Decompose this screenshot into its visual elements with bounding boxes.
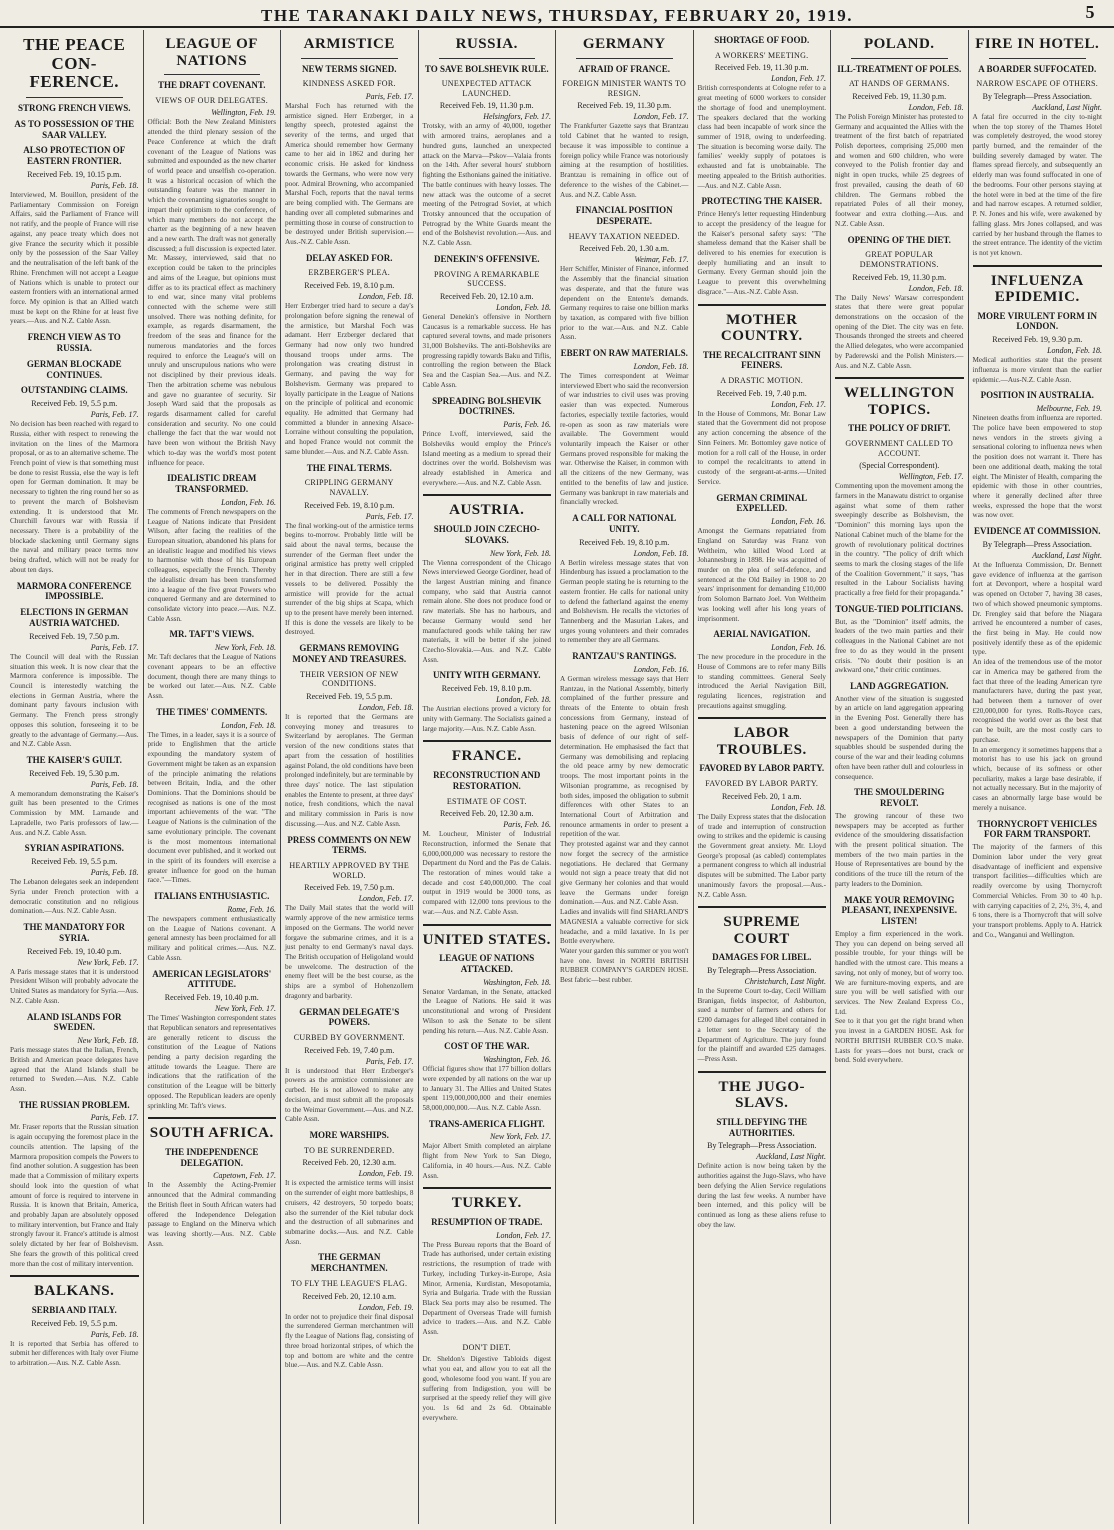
place-dateline: London, Feb. 18. [496,302,551,312]
article-text: The Times correspondent at Weimar interviewed Ebert who said the reconversion of war industries to civil uses was proving easier than was expected. Numerous factories, especially textile factories, would re-open as soon as raw materials were available. The Government would voluntarily impeach the Kaiser or other Germans proved responsible for making the war. Otherwise the Kaiser, in common with all the citizens of the new Germany, was entitled to the benefits of law and justice. Germany was bankrupt in raw materials and financially wrecked. [560,371,689,507]
article-text: Official figures show that 177 billion dollars were expended by all nations on the war up to January 31. The Allies and United States spent 119,000,000,000 and their enemies 58,000,000,000.—Aus. N.Z. Cable Assn. [422,1065,551,1112]
divider [851,58,948,59]
place-dateline: London, Feb. 19. [358,1302,414,1312]
masthead [0,0,1114,28]
divider [423,924,552,926]
sub-heading: PROTECTING THE KAISER. [701,196,823,207]
sub-heading: RECONSTRUCTION AND RESTORATION. [433,769,541,791]
article-text: Major Albert Smith completed an airplane flight from New York to San Diego, California, in 40 hours.—Aus. N.Z. Cable Assn. [422,1142,551,1180]
sub-heading: AMERICAN LEGISLATORS' ATTITUDE. [152,968,272,990]
sub-heading: MORE VIRULENT FORM IN LONDON. [977,310,1097,332]
column-1 [6,30,144,1524]
sub-heading-minor: FOREIGN MINISTER WANTS TO RESIGN. [562,79,687,98]
article-text: A Berlin wireless message states that von Hindenburg has issued a proclamation to the German people stating he is returning to the eastern frontier. He calls for national unity to defend the fatherland against the enemy and Bolshevism. He recalls the victories of Tannenberg and the Masurian Lakes, and urges young volunteers and their comrades to remember they are all Germans. [560,558,689,645]
section-heading: SUPREME COURT [723,914,801,947]
article-text: The comments of French newspapers on the League of Nations indicate that President Wilson, after facing the realities of the European situation, abandoned his plans for an idealistic league and modified his views to harmonise with those of his European colleagues, especially the French. Thereby the idealistic dream has been transformed into a league of the five great Powers who conquered Germany and are determined to consolidate victory into peace.—Aus. N.Z. Cable Assn. [147,507,276,623]
sub-heading: THE TIMES' COMMENTS. [156,706,268,717]
place-dateline: Auckland, Last Night. [1032,550,1102,560]
sub-heading: MAKE YOUR REMOVING PLEASANT, INEXPENSIVE. LISTEN! [841,894,958,927]
sub-heading: AERIAL NAVIGATION. [713,629,811,640]
article-text: See to it that you get the right brand when you invest in a GARDEN HOSE. Ask for NORTH BRITISH RUBBER CO.'S make. Lasts for years—does not burst, crack or bend. Sold everywhere. [835,1017,964,1065]
place-dateline: London, Feb. 18. [221,720,276,730]
sub-heading: LAND AGGREGATION. [850,680,949,691]
place-dateline: Paris, Feb. 16. [503,420,551,430]
place-dateline: Rome, Feb. 16. [227,904,276,914]
section-heading: RUSSIA. [455,36,518,52]
sub-heading: THE MANDATORY FOR SYRIA. [23,922,126,943]
place-dateline: London, Feb. 18. [908,102,964,112]
divider [423,494,552,496]
place-dateline: New York, Feb. 18. [489,548,551,558]
article-text: The Daily Express states that the dislocation of trade and interruption of construction owing to strikes and the epidemic is causing the Government great anxiety. Mr. Lloyd George's proposal (as cabled) contemplates a permanent congress to which all industrial disputes will be submitted. The Labor party unanimously favors the proposal.—Aus.-N.Z. Cable Assn. [697,812,826,899]
section-heading: SOUTH AFRICA. [149,1125,274,1142]
dateline: Received Feb. 19, 8.10 p.m. [441,684,532,694]
article-text: In the Assembly the Acting-Premier announced that the Admiral commanding the British fleet in South African waters had offered the Independence Delegation passage to England on the Minerva which was leaving shortly.—Aus. N.Z. Cable Assn. [147,1181,276,1248]
place-dateline: Paris, Feb. 18. [90,868,139,878]
sub-heading: DELAY ASKED FOR. [305,252,393,263]
section-heading: FIRE IN HOTEL. [975,36,1100,52]
divider [423,1187,552,1189]
article-text: Commenting upon the movement among the farmers in the Manawatu district to organise against what some of them rather sweepingly describe as Bolshevism, the "Dominion" this morning lays upon the National Cabinet much of the blame for the growth of revolutionary political doctrines in the country. "The policy of drift which seems to mark the closing stages of the life of the Coalition Government," it says, "has resulted in the Labour Socialists having practically a free field for their propaganda." [835,482,964,598]
article-text: The Council will deal with the Russian situation this week. It is now clear that the Marmora conference is impossible. The Council is interestedly watching the elections in German Austria, where the dominant party favours inclusion with Germany. The French press strongly opposes this solution, foreseeing it to be greatly to the advantage of Germany.—Aus. and N.Z. Cable Assn. [10,652,139,749]
dateline: Received Feb. 20, 1.30 a.m. [579,244,670,254]
article-text: Water your garden this summer or you won't have one. Invest in NORTH BRITISH RUBBER COMPANY'S GARDEN HOSE. Best fabric—best rubber. [560,947,689,985]
article-text: Interviewed, M. Bouillon, president of the Parliamentary Commission on Foreign Affairs, said the Parliament of France will not ratify, and the people of France will rise against, any peace treaty which does not give France the security which it possible only by the possession of the Saar Valley and the neutralisation of the left bank of the Rhine. Frenchmen will not accept a League of Nations which is unable to protect our eastern frontiers with an international armed force. My opinion is that an Allied watch must be kept on the Rhine for at least five years.—Aus. and N.Z. Cable Assn. [10,191,139,326]
sub-heading-minor: CURBED BY GOVERNMENT. [293,1033,405,1043]
place-dateline: New York, Feb. 17. [214,1004,276,1014]
section-heading: UNITED STATES. [422,931,551,948]
place-dateline: Paris, Feb. 16. [503,820,551,830]
section-heading: GERMANY [582,36,666,52]
place-dateline: Paris, Feb. 18. [90,1329,139,1339]
section-heading: THE JUGO-SLAVS. [718,1078,806,1112]
dateline: Received Feb. 19, 5.5 p.m. [31,857,118,867]
sub-heading: MR. TAFT'S VIEWS. [169,629,255,640]
sub-heading-minor: TO FLY THE LEAGUE'S FLAG. [291,1279,408,1289]
divider [698,717,827,719]
place-dateline: London, Feb. 18. [633,361,689,371]
place-dateline: Paris, Feb. 17. [90,1113,139,1123]
sub-heading-minor: UNEXPECTED ATTACK LAUNCHED. [441,79,532,98]
article-text: Prince Henry's letter requesting Hindenburg to accept the presidency of the league for the Kaiser's personal safety says: "The shameless demand that the Kaiser shall be delivered to his enemies for execution is deeply humiliating and an insult to Germany. Every German should join the League to prevent this overwhelming disgrace."—Aus.-N.Z. Cable Assn. [697,210,826,296]
section-heading: INFLUENZA EPIDEMIC. [990,272,1084,306]
divider [698,304,827,306]
article-text: Nineteen deaths from influenza are reported. The police have been empowered to stop news vendors in the streets giving a sensational coloring to influenza news when the position does not warrant it. There has been one additional death, making the total eight. The Minister of Health, comparing the epidemic with those in other countries, where it generally declined after three weeks, expressed the hope that the worst was now over. [972,414,1102,520]
place-dateline: Paris, Feb. 18. [90,779,139,789]
article-text: Dr. Sheldon's Digestive Tabloids digest what you eat, and allow you to eat all the good, wholesome food you want. If you are suffering from Indigestion, you will be surprised at the speedy relief they will give you. 1s 6d and 2s 6d. Obtainable everywhere. [422,1355,551,1422]
article-text: In the House of Commons, Mr. Bonar Law stated that the Government did not propose any action concerning the absence of the Sinn Feiners. Mr. Bottomley gave notice of motion for a roll call of the House, in order to compel the recalcitrants to attend in custody of the sergeant-at-arms.—United Service. [697,409,826,486]
article-text: The new procedure in the procedure in the House of Commons are to refer many Bills to standing committees. General Seely introduced the Aerial Navigation Bill, regulating licences, registration and precautions against smuggling. [697,653,826,710]
sub-heading: GERMAN CRIMINAL EXPELLED. [716,492,808,514]
divider [26,97,123,98]
article-text: Medical authorities state that the present influenza is more virulent than the earlier epidemic.—Aus-N.Z. Cable Assn. [972,356,1102,384]
article-text: Amongst the Germans repatriated from England on Saturday was Franz von Weltheim, who killed Wood Lord at Johannesburg in 1898. He was acquitted of murder on the plea of self-defence, and sentenced at the Old Bailey in 1908 to 20 years' imprisonment for demanding £10,000 from Solomon Barnato Joel. Von Weltheim was looking well after his long years of imprisonment. [697,527,826,623]
place-dateline: Melbourne, Feb. 19. [1036,404,1102,414]
article-text: Mr. Taft declares that the League of Nations covenant appears to be an effective document, though there are many things to be worked out later.—Aus. N.Z. Cable Assn. [147,653,276,701]
place-dateline: Auckland, Last Night. [756,1152,826,1162]
place-dateline: London, Feb. 17. [633,112,689,122]
divider [698,1071,827,1073]
sub-heading: ALSO PROTECTION OF EASTERN FRONTIER. [23,145,126,167]
article-text: The Times' Washington correspondent states that Republican senators and representatives are generally reticent to discuss the constitution of the League of Nations pending a party decision regarding the attitude towards the League. There are indications that the ratification of the constitution of the League will be bitterly opposed. The Republican leaders are openly sprinkling Mr. Taft's views. [147,1014,276,1110]
article-text: Herr Schiffer, Minister of Finance, informed the Assembly that the financial situation was desperate, and that the future was dependent on the Entente's demands. Germany requires to raise one billion marks by taxation, as compared with five billion prior to the war.—Aus. and N.Z. Cable Assn. [560,265,689,342]
sub-heading: FAVORED BY LABOR PARTY. [699,763,825,774]
article-text: The Times, in a leader, says it is a source of pride to Englishmen that the article expounding the mandatory system of Government might be taken as an expansion of the principle animating the relations between Britain, India, and the other Dominions. That the Dominions should be recognised as nations is one of the most important achievements of the war. "The League of Nations is the culmination of the same evolutionary principle. The covenant is the most momentous international document ever published, and it worked out in the spirit of its founders will exercise a greater influence for good on the human race."—Times. [147,730,276,885]
sub-heading: TO SAVE BOLSHEVIK RULE. [424,63,549,74]
divider [164,74,261,75]
article-text: Prince Lvoff, interviewed, said the Bolsheviks would employ the Prince's Island meeting as a medium to spread their doctrines over the world. Bolshevism was already established in America and everywhere.—Aus. and N.Z. Cable Assn. [422,430,551,487]
article-text: British correspondents at Cologne refer to a great meeting of 6000 workers to consider the shortage of food and unemployment. The speakers declared that the working class had been incapable of work since the summer of 1918, owing to underfeeding. The situation is becoming worse daily. The families' weekly supply of potatoes is exhausted and fat is unobtainable. The meeting appealed to the British authorities.—Aus. and N.Z. Cable Assn. [697,84,826,190]
place-dateline: New York, Feb. 17. [489,1132,551,1142]
article-text: The Daily Mail states that the world will warmly approve of the new armistice terms imposed on the Germans. The world never forgave the submarine crimes, and it is a just penalty to end Germany's naval days. The British occupation of Heligoland would be unwelcome. The destruction of the enemy fleet will be the best course, as the ships are a symbol of Hohenzollern dragonry and barbarity. [285,904,414,1000]
article-text: Definite action is now being taken by the authorities against the Jugo-Slavs, who have been defying the Alien Service regulations during the last few weeks. A number have been interned, and this policy will be continued as long as these aliens refuse to obey the law. [697,1162,826,1229]
sub-heading: MORE WARSHIPS. [309,1130,389,1141]
divider [439,58,536,59]
sub-heading: EBERT ON RAW MATERIALS. [560,348,688,359]
article-text: Employ a firm experienced in the work. They you can depend on being served all possible trouble, for your things will be handled with the utmost care. This means a saving, not only of money, but of worry too. We are furniture-moving experts, and are sure you will be well satisfied with our services. The New Zealand Express Co., Ltd. [835,929,964,1016]
sub-heading: ELECTIONS IN GERMAN AUSTRIA WATCHED. [20,607,129,628]
section-heading: ARMISTICE [303,36,395,52]
section-heading: POLAND. [863,36,935,52]
sub-heading: THE KAISER'S GUILT. [26,754,122,765]
article-text: It is expected the armistice terms will insist on the surrender of eight more battleships, 8 cruisers, 42 destroyers, 50 torpedo boats; also the surrender of the Kiel tubular dock and the destruction of all submarines and submarine docks.—Aus. and N.Z. Cable Assn. [285,1179,414,1246]
place-dateline: London, Feb. 18. [908,283,964,293]
sub-heading: THORNYCROFT VEHICLES FOR FARM TRANSPORT. [977,818,1097,840]
sub-heading: THE RECALCITRANT SINN FEINERS. [702,349,821,371]
place-dateline: London, Feb. 16. [221,497,276,507]
place-dateline: Paris, Feb. 17. [365,1056,414,1066]
sub-heading-minor: ESTIMATE OF COST. [446,796,527,806]
article-text: The Vienna correspondent of the Chicago News interviewed George Gordiner, head of the largest Austrian mining and finance company, who said that Austria cannot remain alone. She does not produce food or raw materials. She has no harbours, and because Germany would send her manufactured goods while taking her raw materials, it will be better if she joined Czecho-Slovakia.—Aus. and N.Z. Cable Assn. [422,558,551,664]
dateline: Received Feb. 19, 10.40 p.m. [27,946,122,956]
sub-heading: ITALIANS ENTHUSIASTIC. [154,891,270,902]
sub-heading-minor: GOVERNMENT CALLED TO ACCOUNT. [845,439,954,458]
dateline: Received Feb. 19, 8.10 p.m. [579,537,670,547]
sub-heading: SHORTAGE OF FOOD. [714,35,810,45]
sub-heading: NEW TERMS SIGNED. [302,63,397,74]
sub-heading-minor: TO BE SURRENDERED. [304,1145,395,1155]
sub-heading: AS TO POSSESSION OF THE SAAR VALLEY. [14,118,135,140]
sub-heading: POSITION IN AUSTRALIA. [980,390,1094,401]
divider [148,1117,277,1119]
dateline: Received Feb. 19, 8.10 p.m. [304,500,395,510]
dateline: Received Feb. 20, 12.30 a.m. [302,1158,397,1168]
place-dateline: London, Feb. 16. [771,517,826,527]
dateline: Received Feb. 19, 11.30 p.m. [439,101,534,111]
place-dateline: London, Feb. 18. [1047,346,1102,356]
divider [973,265,1103,267]
dateline: Received Feb. 19, 7.50 p.m. [29,631,120,641]
page-number: 5 [1085,2,1096,22]
place-dateline: Capetown, Feb. 17. [213,1171,276,1181]
dateline: Received Feb. 19, 10.15 p.m. [27,170,122,180]
article-text: Paris message states that the Italian, French, British and American peace delegates have agreed that the Aland Islands shall be returned to Sweden.—Aus. N.Z. Cable Assn. [10,1046,139,1093]
sub-heading: DENEKIN'S OFFENSIVE. [433,253,540,264]
sub-heading: FRENCH VIEW AS TO RUSSIA. [27,332,121,353]
article-text: The Polish Foreign Minister has protested to Germany and acquainted the Allies with the treatment of the first batch of repatriated Polish deportees, comprising 25,000 men and women and 600 children, who were conveyed to the Polish frontier day and night in open trucks, while 25 degrees of frost prevailed, causing the death of 60 children. The Germans robbed the repatriated Poles of all their money, footwear and extra clothing.—Aus. and N.Z. Cable Assn. [835,112,964,228]
place-dateline: London, Feb. 18. [771,802,826,812]
sub-heading: ALAND ISLANDS FOR SWEDEN. [26,1011,122,1033]
section-heading: LEAGUE OF NATIONS [165,36,258,69]
dateline: Received Feb. 20, 1 a.m. [721,791,802,801]
place-dateline: London, Feb. 16. [771,643,826,653]
article-text: At the Influenza Commission, Dr. Bennett gave evidence of influenza at the garrison fort at Devonport, where a hospital ward was opened on October 7, having 38 cases, two of which showed pneumonic symptoms. Dr. Frengley said that before the Niagara arrived he encountered a number of cases, the first being in May. He could now positively identify these as of the epidemic type. [972,560,1102,657]
place-dateline: Auckland, Last Night. [1032,102,1102,112]
place-dateline: London, Feb. 17. [496,1230,551,1240]
column-5 [556,30,694,1524]
dateline: Received Feb. 19, 8.10 p.m. [304,281,395,291]
place-dateline: London, Feb. 17. [771,399,826,409]
section-heading: BALKANS. [34,1283,115,1300]
sub-heading: OPENING OF THE DIET. [847,234,951,245]
article-text: The Press Bureau reports that the Board of Trade has authorised, under certain existing restrictions, the resumption of trade with Turkey, including Turkey-in-Europe, Asia Minor, Armenia, Kurdistan, Mesopotamia, Syria and Bulgaria. Trade with the Russian Black Sea ports may also be resumed. The Department of Overseas Trade will furnish advice to traders.—Aus. and N.Z. Cable Assn. [422,1240,551,1337]
column-7 [831,30,969,1524]
masthead-title: THE TARANAKI DAILY NEWS, THURSDAY, FEBRUARY 20, 1919. [261,6,853,25]
sub-heading: EVIDENCE AT COMMISSION. [974,526,1101,537]
sub-heading-minor: AT HANDS OF GERMANS. [848,79,950,89]
sub-heading: GERMAN BLOCKADE CONTINUES. [26,358,122,380]
article-text: But, as the "Dominion" itself admits, the leaders of the two main parties and their colleagues in the National Cabinet are not free to do as they would in the present crisis. "No doubt their position is an awkward one," their critic continues. [835,617,964,675]
sub-heading: THE FINAL TERMS. [306,462,392,473]
sub-heading: LEAGUE OF NATIONS ATTACKED. [439,953,535,974]
article-text: The final working-out of the armistice terms begins to-morrow. Probably little will be said about the naval terms, because the surrender of the German fleet under the original armistice has pretty well crippled her in that direction. There are still a few vessels to be delivered. Possibly the armistice will provide for the actual surrender of the big ships at Scapa, which up to the present have merely been interned. If this is done the vessels are likely to be destroyed. [285,521,414,637]
place-dateline: Wellington, Feb. 17. [898,472,964,482]
divider [301,58,398,59]
sub-heading: GERMAN DELEGATE'S POWERS. [299,1006,400,1028]
newspaper-columns [6,30,1106,1524]
sub-heading: RESUMPTION OF TRADE. [431,1216,543,1227]
dateline: Received Feb. 20, 12.30 a.m. [439,809,534,819]
sub-heading: IDEALISTIC DREAM TRANSFORMED. [167,473,257,495]
place-dateline: Wellington, Feb. 19. [211,108,276,118]
article-text: Another view of the situation is suggested by an article on land aggregation appearing in the Evening Post. Generally there has been a good understanding between the newspapers of the Dominion that party squabbles should be suspended during the course of the war and their leading columns often have been rather dull and colourless in consequence. [835,694,964,781]
sub-heading: THE INDEPENDENCE DELEGATION. [165,1146,259,1168]
place-dateline: New York, Feb. 18. [77,1036,139,1046]
article-text: A German wireless message says that Herr Rantzau, in the National Assembly, bitterly complained of the further pressure and threats of the Entente to obtain fresh concessions from Germany, instead of hastening peace on the agreed Wilsonian basis of defence of our right of self-determination. He emphasised the fact that Germany was demobilising and replacing the old peace army by new democratic troops. The most important points in the Wilsonian programme, as recognised by both sides, imposed the obligation to submit differences with other States to an International Court of Arbitration and renounce armaments in order to present a repetition of the war. [560,674,689,839]
article-text: A fatal fire occurred in the city to-night when the top storey of the Thames Hotel was completely destroyed, the wood storey partly burned, and the remainder of the building severely damaged by water. The flames spread fiercely, and subsequently an elderly man was found suffocated in one of the bedrooms. Four other persons staying at the hotel were in bed at the time of the fire and had narrow escapes. A returned soldier, P. N. Jones and his wife, were awakened by falling glass. Mrs Jones collapsed, and was carried by her husband through the flames to the street entrance. The identity of the victim is not yet known. [972,112,1102,257]
sub-heading: STRONG FRENCH VIEWS. [17,103,131,114]
place-dateline: Paris, Feb. 18. [90,181,139,191]
dateline: Received Feb. 19, 9.30 p.m. [992,335,1083,345]
sub-heading-minor: GREAT POPULAR DEMONSTRATIONS. [859,250,939,269]
article-text: The Daily News' Warsaw correspondent states that there were great popular demonstrations on the occasion of the opening of the Diet. The city was en fete. Thousands thronged the streets and cheered the Allied delegates, who were accompanied by Paderewski and the Polish Ministers.—Aus. and N.Z. Cable Assn. [835,293,964,370]
sub-heading: ILL-TREATMENT OF POLES. [837,63,962,74]
sub-heading-minor: HEAVY TAXATION NEEDED. [568,231,680,241]
dateline: By Telegraph—Press Association. [707,1141,817,1151]
sub-heading: RANTZAU'S RANTINGS. [572,651,677,662]
dateline: Received Feb. 19, 10.40 p.m. [164,993,259,1003]
sub-heading-minor: THEIR VERSION OF NEW CONDITIONS. [299,669,399,689]
dateline: Received Feb. 19, 7.50 p.m. [304,883,395,893]
dateline: Received Feb. 20, 12.10 a.m. [302,1291,397,1301]
sub-heading-minor: VIEWS OF OUR DELEGATES. [155,95,269,105]
divider [423,740,552,742]
place-dateline: New York, Feb. 17. [77,957,139,967]
dateline: Received Feb. 19, 11.30 p.m. [714,63,809,73]
article-text: Ladies and invalids will find SHARLAND'S MAGNESIA a valuable corrective for sick headache, and a mild laxative. In 1s per Bottle everywhere. [560,908,689,946]
section-heading: WELLINGTON TOPICS. [843,385,955,418]
sub-heading: AFRAID OF FRANCE. [578,63,670,74]
place-dateline: Washington, Feb. 16. [483,1055,551,1065]
dateline: Received Feb. 19, 5.5 p.m. [31,399,118,409]
article-text: An idea of the tremendous use of the motor car in America may be gathered from the fact that three of the leading American tyre manufacturers have, during the past year, had between them a turnover of over £20,000,000 for tyres. Rolls-Royce cars, recognised the world over as the best that can be built, are the most costly cars to purchase. [972,658,1102,744]
sub-heading-minor: HEARTILY APPROVED BY THE WORLD. [289,861,410,880]
sub-heading: SHOULD JOIN CZECHO-SLOVAKS. [433,523,540,545]
divider [835,377,964,379]
article-text: A Paris message states that it is understood President Wilson will probably advocate the United States as mandatory for Syria.—Aus. N.Z. Cable Assn. [10,967,139,1005]
place-dateline: Paris, Feb. 17. [365,511,414,521]
sub-heading: COST OF THE WAR. [444,1041,530,1052]
section-heading: THE PEACE CON-FERENCE. [23,35,126,92]
article-text: Mr. Fraser reports that the Russian situation is again occupying the foremost place in the councils attention. The lapsing of the Marmora proposition compels the Powers to find another solution. A suggestion has been made that a Commission of military experts should look into the question of what amount of force is required to intervene in Russia. It is known that Britain, America, and probably Japan are absolutely opposed to military intervention, but France and Italy strongly favour it. France's attitude is almost solely dictated by her fear of Bolshevism. She fears the growth of this political creed more than the cost of military intervention. [10,1123,139,1268]
sub-heading-minor: A WORKERS' MEETING. [715,50,809,60]
article-text: Official: Both the New Zealand Ministers attended the third plenary session of the Peace Conference at which the draft covenant of the League of Nations was submitted and expounded as the new charter of world peace and unselfish co-operation. It was a historical occasion of which the outstanding feature was the manner in which the covenanting signatories sought to impart their optimism to the conference, of which many members do not accept the charter as the beginning of a new heaven and a new earth. The draft was not generally discussed; a full discussion is expected later. Mr. Massey, interviewed, said that no exception could be taken to the principles and aims of the League, but opinions must differ as to its practical effect as machinery to end war, since many vital problems connected with the scheme were still unsolved. There was nothing definite, for example, as regards disarmament, the freedom of the seas and finance for the numerous mandatories and the forces required to enforce the League's will on unruly and unscrupulous nations who were not disciplined by their previous ideals. Then the arbitration scheme was nebulous and gave no guarantee of security. Sir Joseph Ward said that the proposals as regards disarmament called for careful consideration and security. No one could challenge the fact that the war would not have been won without the British Navy which to-day was the world's most potent influence for peace. [147,118,276,467]
sub-heading: GERMANS REMOVING MONEY AND TREASURES. [292,643,407,664]
place-dateline: Weimar, Feb. 17. [634,255,689,265]
section-heading: FRANCE. [451,748,522,765]
article-text: A memorandum demonstrating the Kaiser's guilt has been presented to the Crimes Commission by MM. Larnaude and Lapradelle, two Paris professors of law.—Aus. and N.Z. Cable Assn. [10,789,139,837]
sub-heading: UNITY WITH GERMANY. [433,670,541,681]
divider [698,906,827,908]
sub-heading-minor: NARROW ESCAPE OF OTHERS. [976,79,1099,89]
sub-heading: SERBIA AND ITALY. [31,1304,117,1315]
dateline: Received Feb. 19, 5.5 p.m. [306,691,393,701]
sub-heading: MARMORA CONFERENCE IMPOSSIBLE. [16,580,132,602]
dateline: Received Feb. 19, 5.5 p.m. [31,1318,118,1328]
place-dateline: London, Feb. 19. [358,1169,414,1179]
sub-heading: DAMAGES FOR LIBEL. [712,952,812,963]
place-dateline: Helsingfors, Feb. 17. [483,112,551,122]
article-text: General Denekin's offensive in Northern Caucasus is a remarkable success. He has captured several towns, and made prisoners 31,000 Bolsheviks. The anti-Bolsheviks are progressing rapidly towards Baku and Tiflis, controlling the region between the Black Sea and the Caspian Sea.—Aus. and N.Z. Cable Assn. [422,312,551,389]
sub-heading: THE RUSSIAN PROBLEM. [18,1099,130,1110]
article-text: It is reported that the Germans are conveying money and treasures to Switzerland by aeroplanes. The German version of the new conditions states that apart from the cessation of hostilities against Poland, the old conditions have been prolonged indefinitely, but are terminable by three days' notice. The last stipulation enables the Entente to present, at three days' notice, fresh conditions, which the naval and military commission in Paris is now discussing.—Aus. and N.Z. Cable Assn. [285,712,414,828]
sub-heading-minor: ERZBERGER'S PLEA. [308,268,391,278]
sub-heading: PRESS COMMENTS ON NEW TERMS. [287,834,412,856]
article-text: The Austrian elections proved a victory for unity with Germany. The Socialists gained a large majority.—Aus. N.Z. Cable Assn. [422,705,551,733]
article-text: Trotsky, with an army of 40,000, together with armored trains, aeroplanes and a hundred guns, launched an unexpected attack on the Marva—Pskov—Valaia fronts on the 14th. After several hours' stubborn fighting the Esthonians gained the initiative. The battle continues with heavy losses. The new attack was the outcome of a secret meeting of the Petrograd Soviet, at which Trotsky announced that the occupation of Petrograd by the White Guards meant the end of the Bolshevist revolution.—Aus. and N.Z. Cable Assn. [422,122,551,248]
article-text: In an emergency it sometimes happens that a motorist has to use his jack on ground which, because of its softness or other peculiarity, makes a large base desirable, if not actually necessary. But in the majority of cases an abnormally large base would be merely a nuisance. [972,745,1102,812]
article-text: The Frankfurter Gazette says that Brantzau told Cabinet that he wanted to resign, because it was impossible to continue a foreign policy while France was notoriously aiming at the resumption of hostilities. Brantzau is remaining in office out of deference to the wishes of the Cabinet.—Aus. and N.Z. Cable Assn. [560,122,689,199]
dateline: By Telegraph—Press Association. [982,91,1092,101]
sub-heading: STILL DEFYING THE AUTHORITIES. [716,1116,808,1138]
place-dateline: Christchurch, Last Night. [744,977,826,987]
sub-heading-minor: PROVING A REMARKABLE SUCCESS. [433,269,540,289]
column-2 [144,30,282,1524]
sub-heading: TRANS-AMERICA FLIGHT. [428,1118,545,1129]
article-text: In order not to prejudice their final disposal the surrendered German merchantmen will fly the League of Nations flag, consisting of three broad horizontal stripes, of which the top and bottom are white and the centre blue.—Aus. and N.Z. Cable Assn. [285,1312,414,1370]
place-dateline: London, Feb. 17. [771,74,826,84]
divider [576,58,673,59]
sub-heading: SPREADING BOLSHEVIK DOCTRINES. [432,395,542,417]
place-dateline: Paris, Feb. 17. [90,410,139,420]
dateline: By Telegraph—Press Association. [982,539,1092,549]
place-dateline: London, Feb. 18. [633,548,689,558]
sub-heading: THE SMOULDERING REVOLT. [854,787,945,809]
sub-heading-minor: FAVORED BY LABOR PARTY. [705,779,819,789]
sub-heading: SYRIAN ASPIRATIONS. [24,843,124,854]
sub-heading-minor: CRIPPLING GERMANY NAVALLY. [304,478,394,497]
sub-heading: TONGUE-TIED POLITICIANS. [835,603,964,614]
place-dateline: New York, Feb. 18. [214,643,276,653]
place-dateline: London, Feb. 18. [358,702,414,712]
column-4 [419,30,557,1524]
column-6 [694,30,832,1524]
sub-heading: A CALL FOR NATIONAL UNITY. [572,513,677,534]
sub-heading: FINANCIAL POSITION DESPERATE. [575,205,673,227]
place-dateline: London, Feb. 18. [496,695,551,705]
section-heading: MOTHER COUNTRY. [720,311,803,345]
article-text: Herr Erzberger tried hard to secure a day's prolongation before signing the renewal of the armistice, but Marshal Foch was adamant. Herr Erzberger declared that Germany had now only two hundred thousand troops under arms. The prolongation was creating distrust in Germany, and paving the way for Bolshevism. Germany was prepared to loyally participate in the League of Nations on the principle of political and economic equality. He admitted that Germany had committed a blunder in annexing Alsace-Lorraine without consulting the population, and hoped France would not commit the same blunder.—Aus. and N.Z. Cable Assn. [285,302,414,456]
dateline: Received Feb. 19, 11.30 p.m. [852,272,947,282]
dateline: Received Feb. 19, 11.30 p.m. [577,101,672,111]
sub-heading-minor: A DRASTIC MOTION. [720,376,804,386]
place-dateline: Washington, Feb. 18. [483,977,551,987]
sub-heading: THE GERMAN MERCHANTMEN. [310,1252,388,1274]
dateline: By Telegraph—Press Association. [707,966,817,976]
place-dateline: London, Feb. 17. [358,894,414,904]
article-text: Marshal Foch has returned with the armistice signed. Herr Erzberger, in a lengthy speech, protested against the severity of the terms, and urged that America should remember how Germany came to her aid in 1862 and during her economic crisis. He asked for kindness towards the Germans, who were now very poor. Admiral Browning, who accompanied Marshal Foch, reports that the naval terms are being complied with. The Germans are handing over all completed submarines and permitting those in course of construction to be destroyed under British supervision.—Aus.-N.Z. Cable Assn. [285,101,414,246]
place-dateline: Paris, Feb. 17. [90,642,139,652]
place-dateline: London, Feb. 18. [358,292,414,302]
article-text: In the Supreme Court to-day, Cecil William Branigan, fields inspector, of Ashburton, sued a number of farmers and others for £200 damages for alleged libel contained in a letter sent to the Secretary of the Department of Agriculture. The jury found for the plaintiff and awarded £25 damages.—Press Assn. [697,987,826,1064]
article-text: The Lebanon delegates seek an independent Syria under French protection with a democratic constitution and no religious domination.—Aus. N.Z. Cable Assn. [10,878,139,916]
section-heading: AUSTRIA. [449,502,525,519]
article-text: No decision has been reached with regard to Russia, either with respect to renewing the invitation on the lines of the Marmora proposal, or as to an alternative scheme. The French point of view is that something must be done to resist Russia, else the way is left open for German domination. It may be necessary to tighten the ring round her so as to prevent the march of Bolshevism extending. It is understood that Mr. Churchill favours war with Russia if necessary. There is a probability of the blockade slackening until Germany signs the naval and military peace terms now being drafted, which will not be ready for about ten days. [10,420,139,574]
sub-heading-minor: DON'T DIET. [462,1342,511,1352]
section-heading: LABOR TROUBLES. [716,725,807,758]
article-text: The majority of the farmers of this Dominion labor under the very great disadvantage of inefficient and expensive transport facilities—difficulties which are readily overcome by using Thornycroft Commercial Vehicles. From 30 to 40 h.p. with carrying capacities of 2, 2½, 3½, 4, and 6 tons, there is a Thornycroft that will solve your transport problems. Apply to A. Hatrick and Co., Wanganui and Wellington. [972,843,1102,939]
place-dateline: Paris, Feb. 17. [365,91,414,101]
dateline: Received Feb. 19, 7.40 p.m. [716,388,807,398]
article-text: The growing rancour of these two newspapers may be accepted as further evidence of the smouldering dissatisfaction with the present political situation. The members of the two main parties in the House of Representatives are bound by the conditions of the truce till the return of the party leaders to the Dominion. [835,811,964,888]
sub-heading-minor: KINDNESS ASKED FOR. [302,79,396,89]
dateline: (Special Correspondent). [859,461,940,471]
dateline: Received Feb. 19, 7.40 p.m. [304,1045,395,1055]
dateline: Received Feb. 19, 11.30 p.m. [852,91,947,101]
sub-heading: THE POLICY OF DRIFT. [848,423,951,434]
dateline: Received Feb. 19, 5.30 p.m. [29,768,120,778]
article-text: They protested against war and they cannot now forget the secrecy of the armistice negotiations. He declared that Germany would not sign a peace treaty that did not give Germany her colonies and that would leave the Germans under foreign domination.—Aus. and N.Z. Cable Assn. [560,840,689,907]
article-text: It is reported that Serbia has offered to submit her differences with Italy over Fiume to arbitration.—Aus. N.Z. Cable Assn. [10,1339,139,1367]
article-text: It is understood that Herr Erzberger's powers as the armistice commissioner are curbed. He is not allowed to make any decision, and must submit all the proposals to the Weimar Government.—Aus. and N.Z. Cable Assn. [285,1066,414,1124]
divider [989,58,1087,59]
sub-heading: THE DRAFT COVENANT. [158,80,266,90]
place-dateline: London, Feb. 16. [633,664,689,674]
column-8 [969,30,1107,1524]
article-text: The newspapers comment enthusiastically on the League of Nations covenant. A general amnesty has been proclaimed for all military and political crimes.—Aus. N.Z. Cable Assn. [147,914,276,962]
sub-heading: A BOARDER SUFFOCATED. [978,63,1097,74]
article-text: Senator Vardaman, in the Senate, attacked the League of Nations. He said it was unconstitutional and wrong of President Wilson to ask the Senate to be silent pending his return.—Aus. N.Z. Cable Assn. [422,987,551,1035]
article-text: M. Loucheur, Minister of Industrial Reconstruction, informed the Senate that 6,000,000,000 was necessary to restore the Department du Nord and the Pas de Calais. The restoration of mines would take a decade and cost £40,000,000. The coal output in 1919 would be 3000 tons, as compared with 12,000 tons previous to the war.—Aus. and N.Z. Cable Assn. [422,830,551,916]
column-3 [281,30,419,1524]
sub-heading: OUTSTANDING CLAIMS. [20,385,128,396]
divider [10,1275,139,1277]
section-heading: TURKEY. [451,1195,522,1212]
dateline: Received Feb. 20, 12.10 a.m. [439,291,534,301]
